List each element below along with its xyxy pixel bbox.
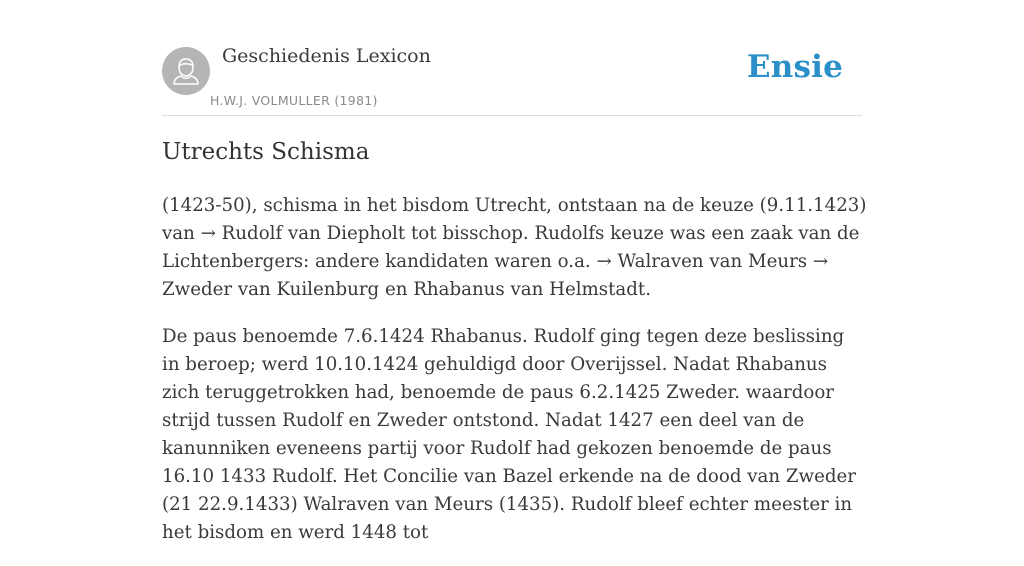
paragraph-2: De paus benoemde 7.6.1424 Rhabanus. Rudolf ging tegen deze beslissing in beroep; werd 10.10.1424 gehuldigd door Overijssel. Nadat Rhabanus zich teruggetrokken had, benoemde de paus 6.2.1425 Zweder. waardoor strijd tussen Rudolf en Zweder ontstond. Nadat 1427 een deel van de kanunniken eveneens partij voor Rudolf had gekozen benoemde de paus 16.10 1433 Rudolf. Het Concilie van Bazel erkende na de dood van Zweder (21 22.9.1433) Walraven van Meurs (1435). Rudolf bleef echter meester in het bisdom en werd 1448 tot [162,326,856,543]
paragraph-1 [162,192,867,304]
author-credit: H.W.J. VOLMULLER (1981) [210,93,378,108]
user-icon [162,47,210,95]
entry-title: Utrechts Schisma [162,139,370,165]
brand-logo[interactable]: Ensie [746,49,843,85]
text-segment: en Rhabanus van Helmstadt. [379,279,652,300]
link-rudolf-van-diepholt[interactable]: → Rudolf van Diepholt [200,223,406,244]
text-segment: tot bisschop. Rudolfs keuze was een zaak van de Lichtenbergers: andere kandidaten waren o.a. [162,223,860,272]
avatar[interactable] [162,47,210,95]
article-body [162,192,867,566]
link-zweder-van-kuilenburg[interactable]: → Zweder van Kuilenburg [162,251,829,300]
lexicon-title-link[interactable]: Geschiedenis Lexicon [222,45,431,67]
link-walraven-van-meurs[interactable]: → Walraven van Meurs [596,251,808,272]
text-segment: (1423-50), schisma in het bisdom Utrecht, ontstaan na de keuze (9.11.1423) van [162,195,867,244]
header [162,0,862,116]
content-container [162,0,867,543]
